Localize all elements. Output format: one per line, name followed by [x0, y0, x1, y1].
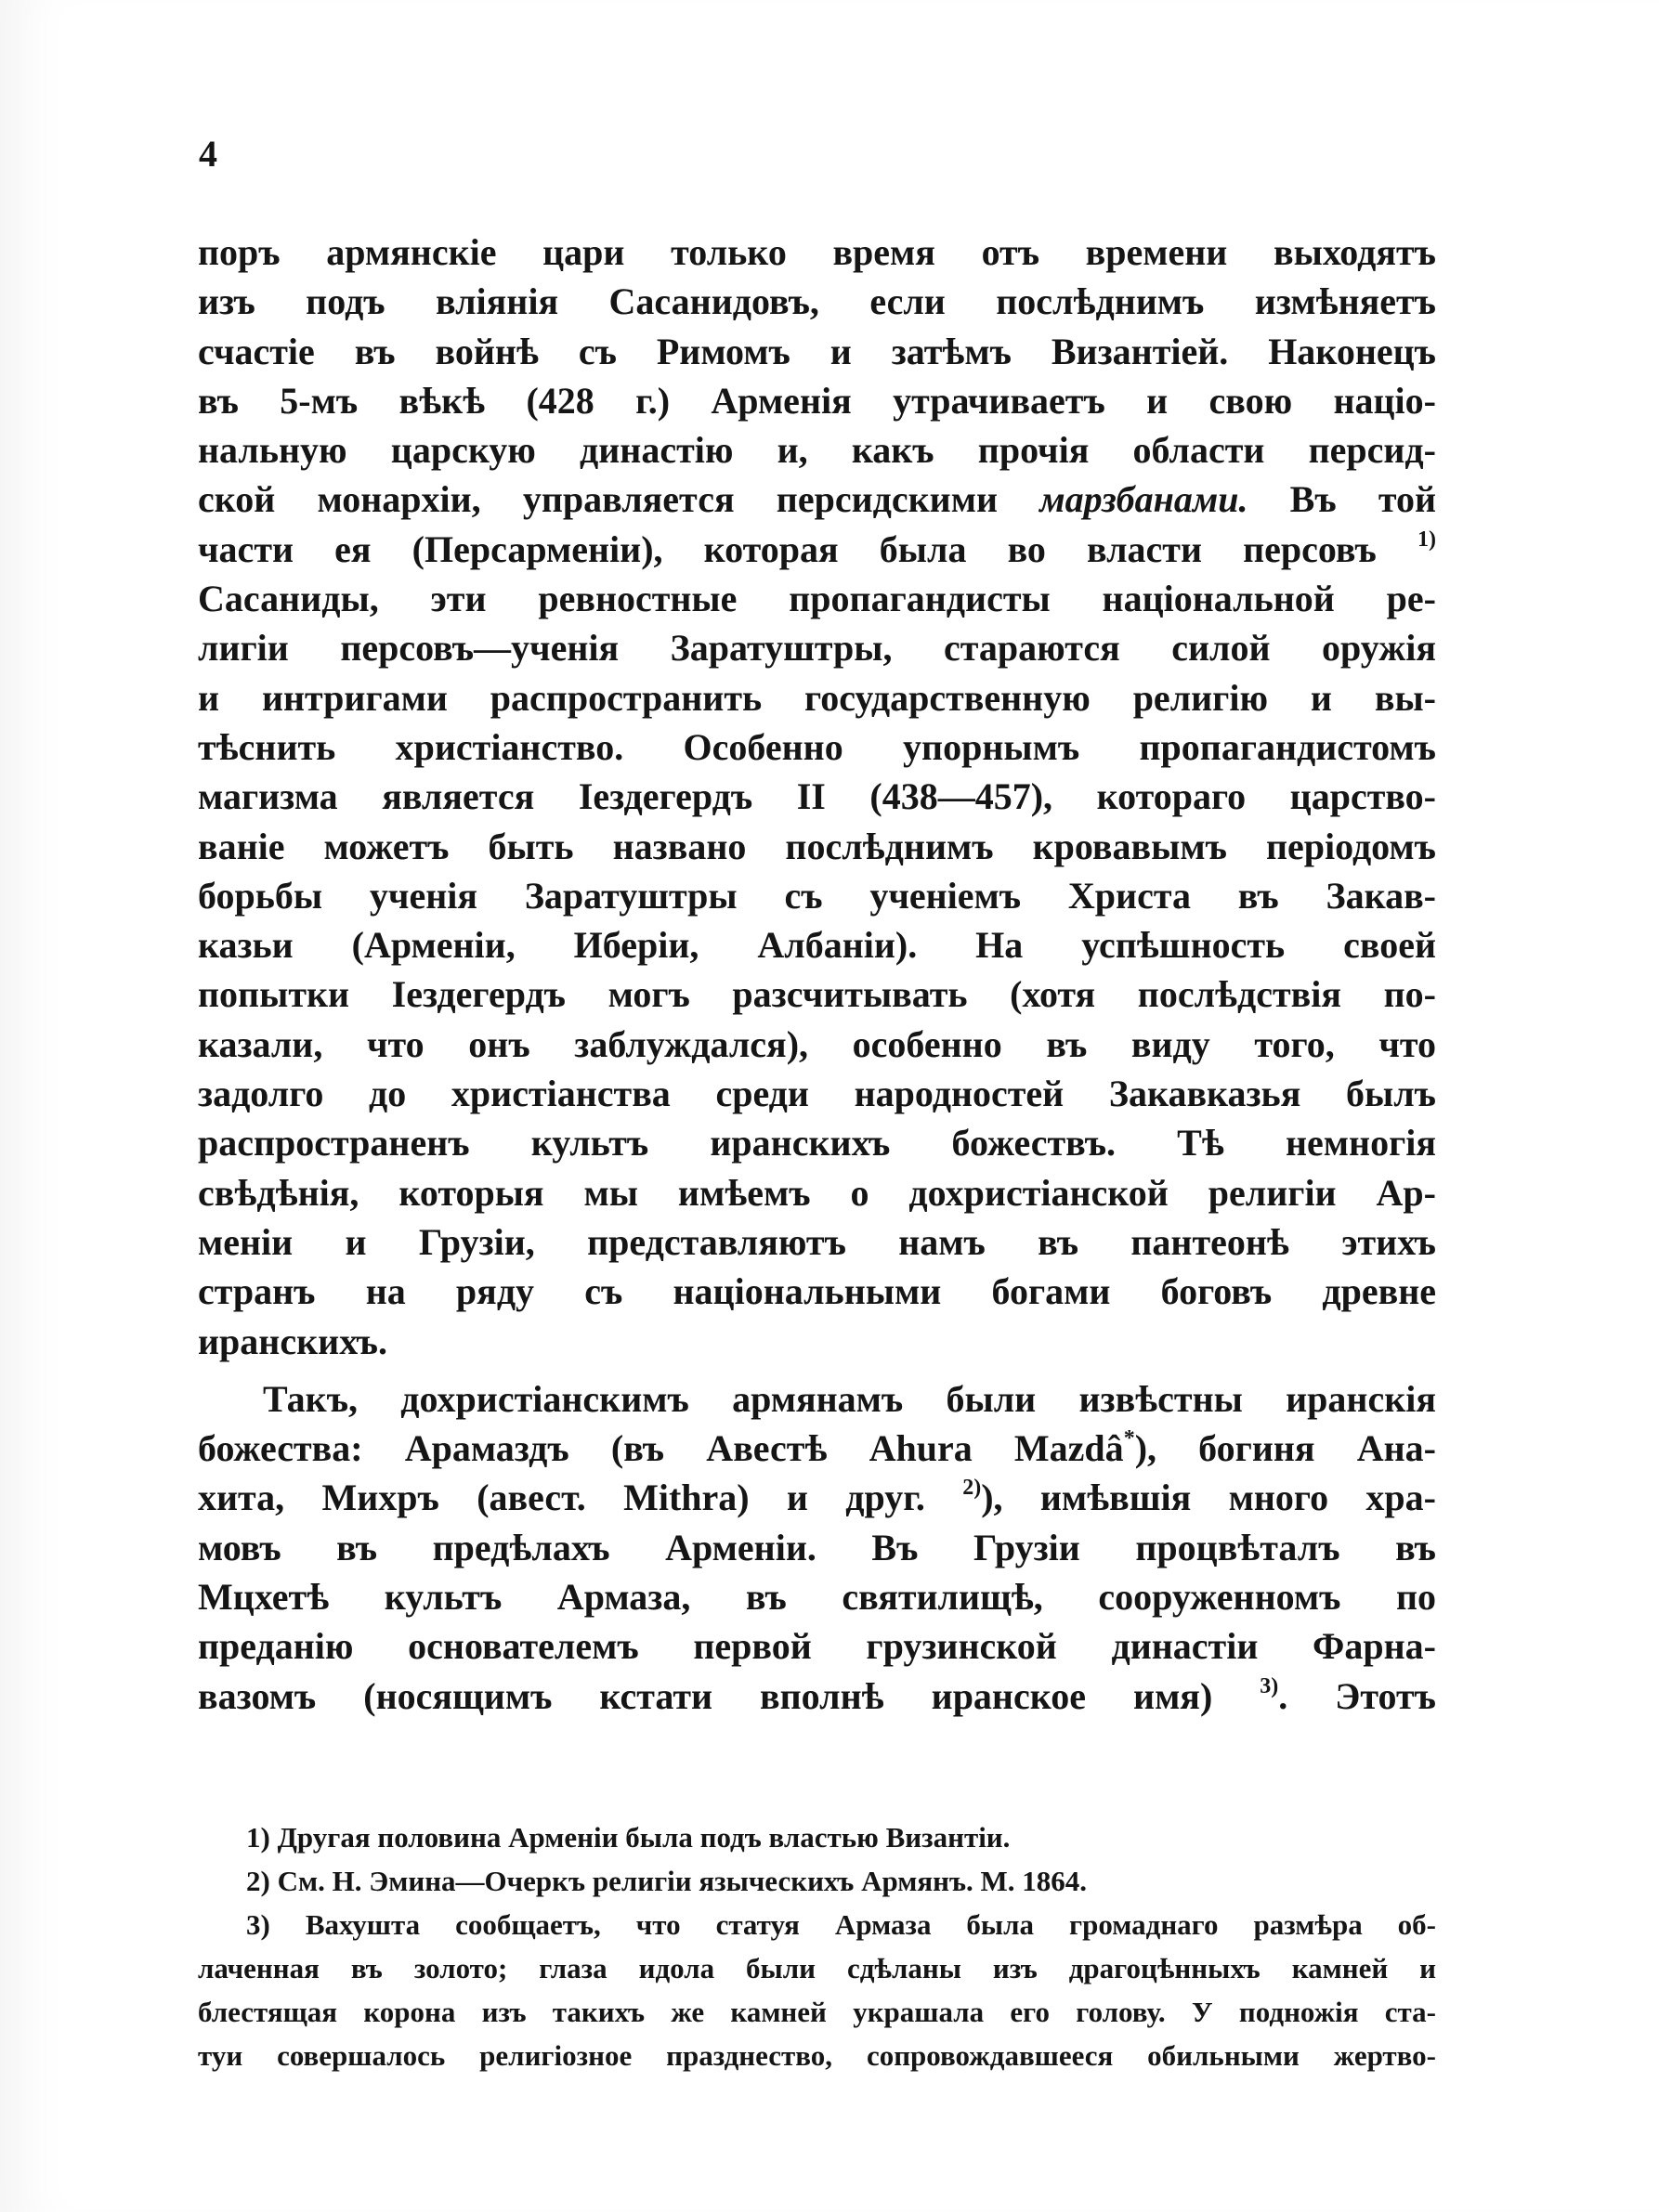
- text-line: [198, 1473, 1436, 1522]
- text-segment: вазомъ (носящимъ кстати вполнѣ иранское имя): [198, 1674, 1213, 1717]
- text-line: задолго до христіанства среди народностей Закавказья былъ: [198, 1073, 1436, 1115]
- footnote-mark: 3): [246, 1908, 270, 1941]
- text-line: изъ подъ вліянія Сасанидовъ, если послѣднимъ измѣняетъ: [198, 280, 1436, 323]
- text-segment: части ея (Персарменіи), которая была во власти персовъ: [198, 527, 1377, 570]
- footnote-mark: 1): [246, 1821, 270, 1854]
- text-segment: Въ той: [1248, 478, 1436, 521]
- text-segment: ской монархіи, управляется персидскими: [198, 478, 998, 521]
- text-line: Сасаниды, эти ревностные пропагандисты національной ре-: [198, 578, 1436, 620]
- text-segment: хита, Михръ (авест. Mithra) и друг.: [198, 1477, 925, 1519]
- text-line: магизма является Іездегердъ II (438—457), котораго царство-: [198, 775, 1436, 818]
- footnote-mark: 2): [246, 1865, 270, 1897]
- footnote-marker: 3): [1260, 1673, 1279, 1698]
- text-line: и интригами распространить государственную религію и вы-: [198, 676, 1436, 719]
- footnote: [198, 1815, 1436, 1859]
- text-line: Такъ, дохристіанскимъ армянамъ были извѣстны иранскія: [263, 1377, 1436, 1420]
- footnote-continuation: туи совершалось религіозное празднество, сопровождавшееся обильными жертво-: [198, 2039, 1436, 2072]
- footnote-text: Вахушта сообщаетъ, что статуя Армаза была громаднаго размѣра об-: [305, 1908, 1436, 1941]
- text-line: нальную царскую династію и, какъ прочія области персид-: [198, 429, 1436, 472]
- text-line: распространенъ культъ иранскихъ божествъ. Тѣ немногія: [198, 1122, 1436, 1165]
- footnote-continuation: лаченная въ золото; глаза идола были сдѣланы изъ драгоцѣнныхъ камней и: [198, 1952, 1436, 1984]
- asterisk-marker: *: [1123, 1426, 1135, 1451]
- text-line: тѣснить христіанство. Особенно упорнымъ пропагандистомъ: [198, 725, 1436, 768]
- main-text: [198, 228, 1436, 1721]
- text-segment: божества: Арамаздъ (въ Авестѣ Ahura Mazdâ: [198, 1427, 1124, 1470]
- text-line: мовъ въ предѣлахъ Арменіи. Въ Грузіи процвѣталъ въ: [198, 1526, 1436, 1568]
- page-number: 4: [199, 133, 217, 175]
- text-line: борьбы ученія Заратуштры съ ученіемъ Христа въ Закав-: [198, 874, 1436, 917]
- text-line: ваніе можетъ быть названо послѣднимъ кровавымъ періодомъ: [198, 825, 1436, 867]
- text-line: свѣдѣнія, которыя мы имѣемъ о дохристіанской религіи Ар-: [198, 1171, 1436, 1214]
- footnote-marker: 2): [962, 1476, 982, 1501]
- text-line: поръ армянскіе цари только время отъ времени выходятъ: [198, 231, 1436, 273]
- footnote-continuation: блестящая корона изъ такихъ же камней украшала его голову. У подножія ста-: [198, 1996, 1436, 2028]
- footnote-text: См. Н. Эмина—Очеркъ религіи языческихъ Армянъ. М. 1864.: [277, 1865, 1088, 1897]
- text-line: [198, 1424, 1436, 1473]
- text-segment: . Этотъ: [1278, 1674, 1436, 1717]
- text-line: казали, что онъ заблуждался), особенно въ виду того, что: [198, 1022, 1436, 1065]
- footnote: [198, 1903, 1436, 1946]
- text-line: иранскихъ.: [198, 1320, 387, 1362]
- text-line: странъ на ряду съ національными богами боговъ древне: [198, 1270, 1436, 1313]
- italic-term: марзбанами.: [1039, 478, 1248, 521]
- text-segment: ), имѣвшія много хра-: [981, 1477, 1436, 1519]
- paragraph-gap: [198, 1366, 1436, 1374]
- text-line: попытки Іездегердъ могъ разсчитывать (хотя послѣдствія по-: [198, 973, 1436, 1016]
- text-line: преданію основателемъ первой грузинской династіи Фарна-: [198, 1625, 1436, 1668]
- text-line: казьи (Арменіи, Иберіи, Албаніи). На успѣшность своей: [198, 924, 1436, 967]
- text-line: лигіи персовъ—ученія Заратуштры, стараются силой оружія: [198, 627, 1436, 670]
- text-line: счастіе въ войнѣ съ Римомъ и затѣмъ Византіей. Наконецъ: [198, 330, 1436, 372]
- text-line: въ 5-мъ вѣкѣ (428 г.) Арменія утрачиваетъ и свою націо-: [198, 379, 1436, 422]
- text-line: [198, 475, 1436, 524]
- text-line: [198, 1672, 1436, 1721]
- footnotes: [198, 1815, 1436, 2077]
- footnote-text: Другая половина Арменіи была подъ властью Византіи.: [277, 1821, 1011, 1854]
- text-line: Мцхетѣ культъ Армаза, въ святилищѣ, сооруженномъ по: [198, 1576, 1436, 1619]
- footnote-marker: 1): [1417, 527, 1436, 552]
- text-segment: ), богиня Ана-: [1134, 1427, 1436, 1470]
- text-line: [198, 525, 1436, 574]
- text-line: меніи и Грузіи, представляютъ намъ въ пантеонѣ этихъ: [198, 1220, 1436, 1263]
- footnote: [198, 1859, 1436, 1903]
